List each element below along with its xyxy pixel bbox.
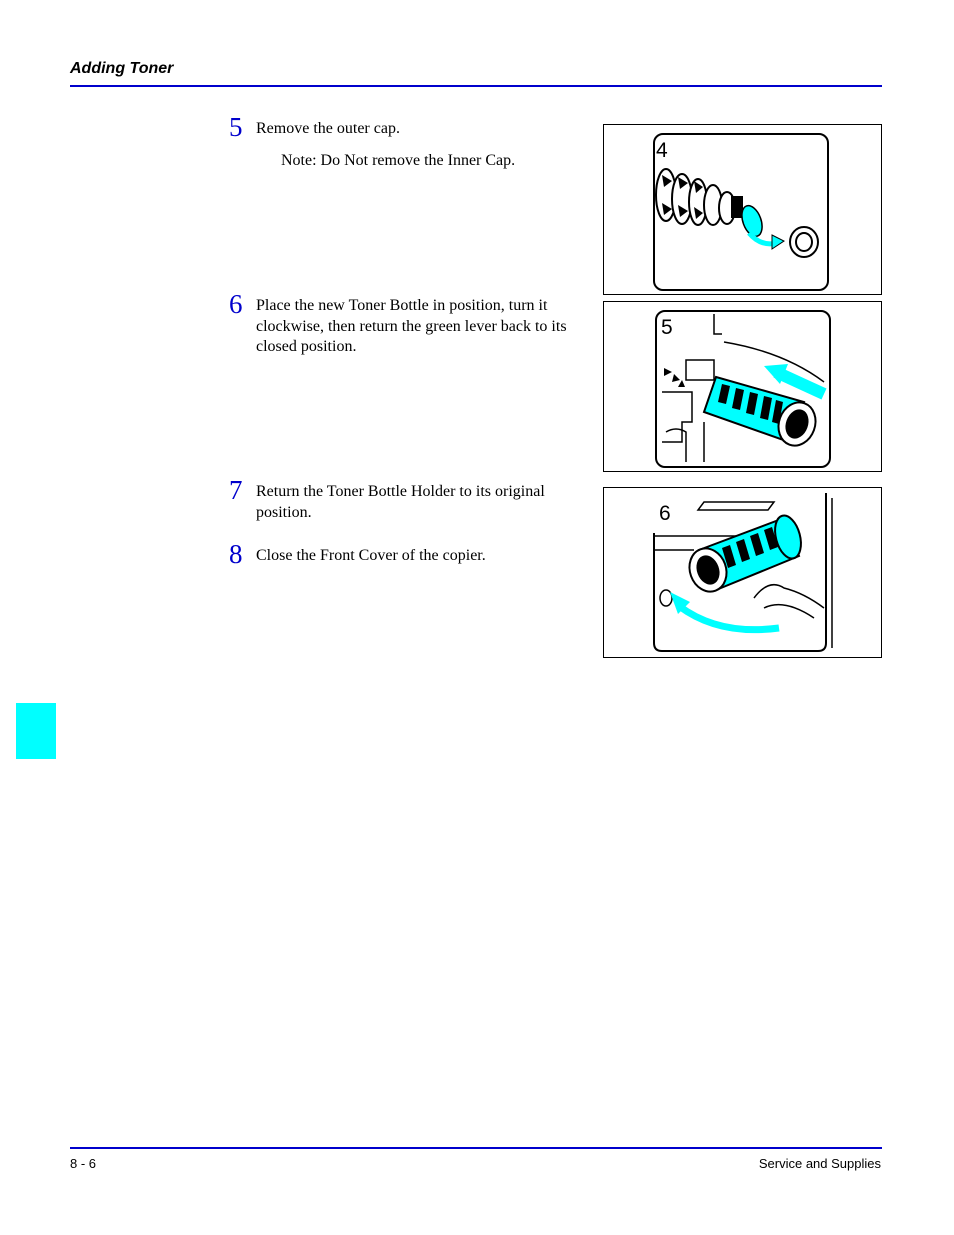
step-8-text: Close the Front Cover of the copier.: [256, 547, 486, 564]
step-5-number: 5: [229, 112, 243, 142]
step-6-text: Place the new Toner Bottle in position, turn it clockwise, then return the green lever back to its closed position.: [256, 297, 567, 355]
step-7-text: Return the Toner Bottle Holder to its original position.: [256, 483, 545, 521]
step-8-number: 8: [229, 539, 243, 569]
section-tab: [16, 703, 56, 759]
header-rule: [70, 85, 882, 87]
figure-label-6: 6: [659, 502, 671, 525]
footer-section-title: Service and Supplies: [758, 1156, 881, 1171]
step-6-number: 6: [229, 289, 243, 319]
figure-remove-outer-cap: [603, 124, 882, 295]
page-number: 8 - 6: [70, 1156, 97, 1171]
figure-label-4: 4: [656, 139, 668, 162]
step-5-text: Remove the outer cap.: [256, 120, 400, 137]
figure-return-holder: [603, 487, 882, 658]
page-header-title: Adding Toner: [70, 60, 174, 77]
step-5-note: Note: Do Not remove the Inner Cap.: [281, 152, 516, 169]
figure-place-new-bottle: [603, 301, 882, 472]
figure-label-5: 5: [661, 316, 673, 339]
footer-rule: [70, 1147, 882, 1149]
step-7-number: 7: [229, 475, 243, 505]
